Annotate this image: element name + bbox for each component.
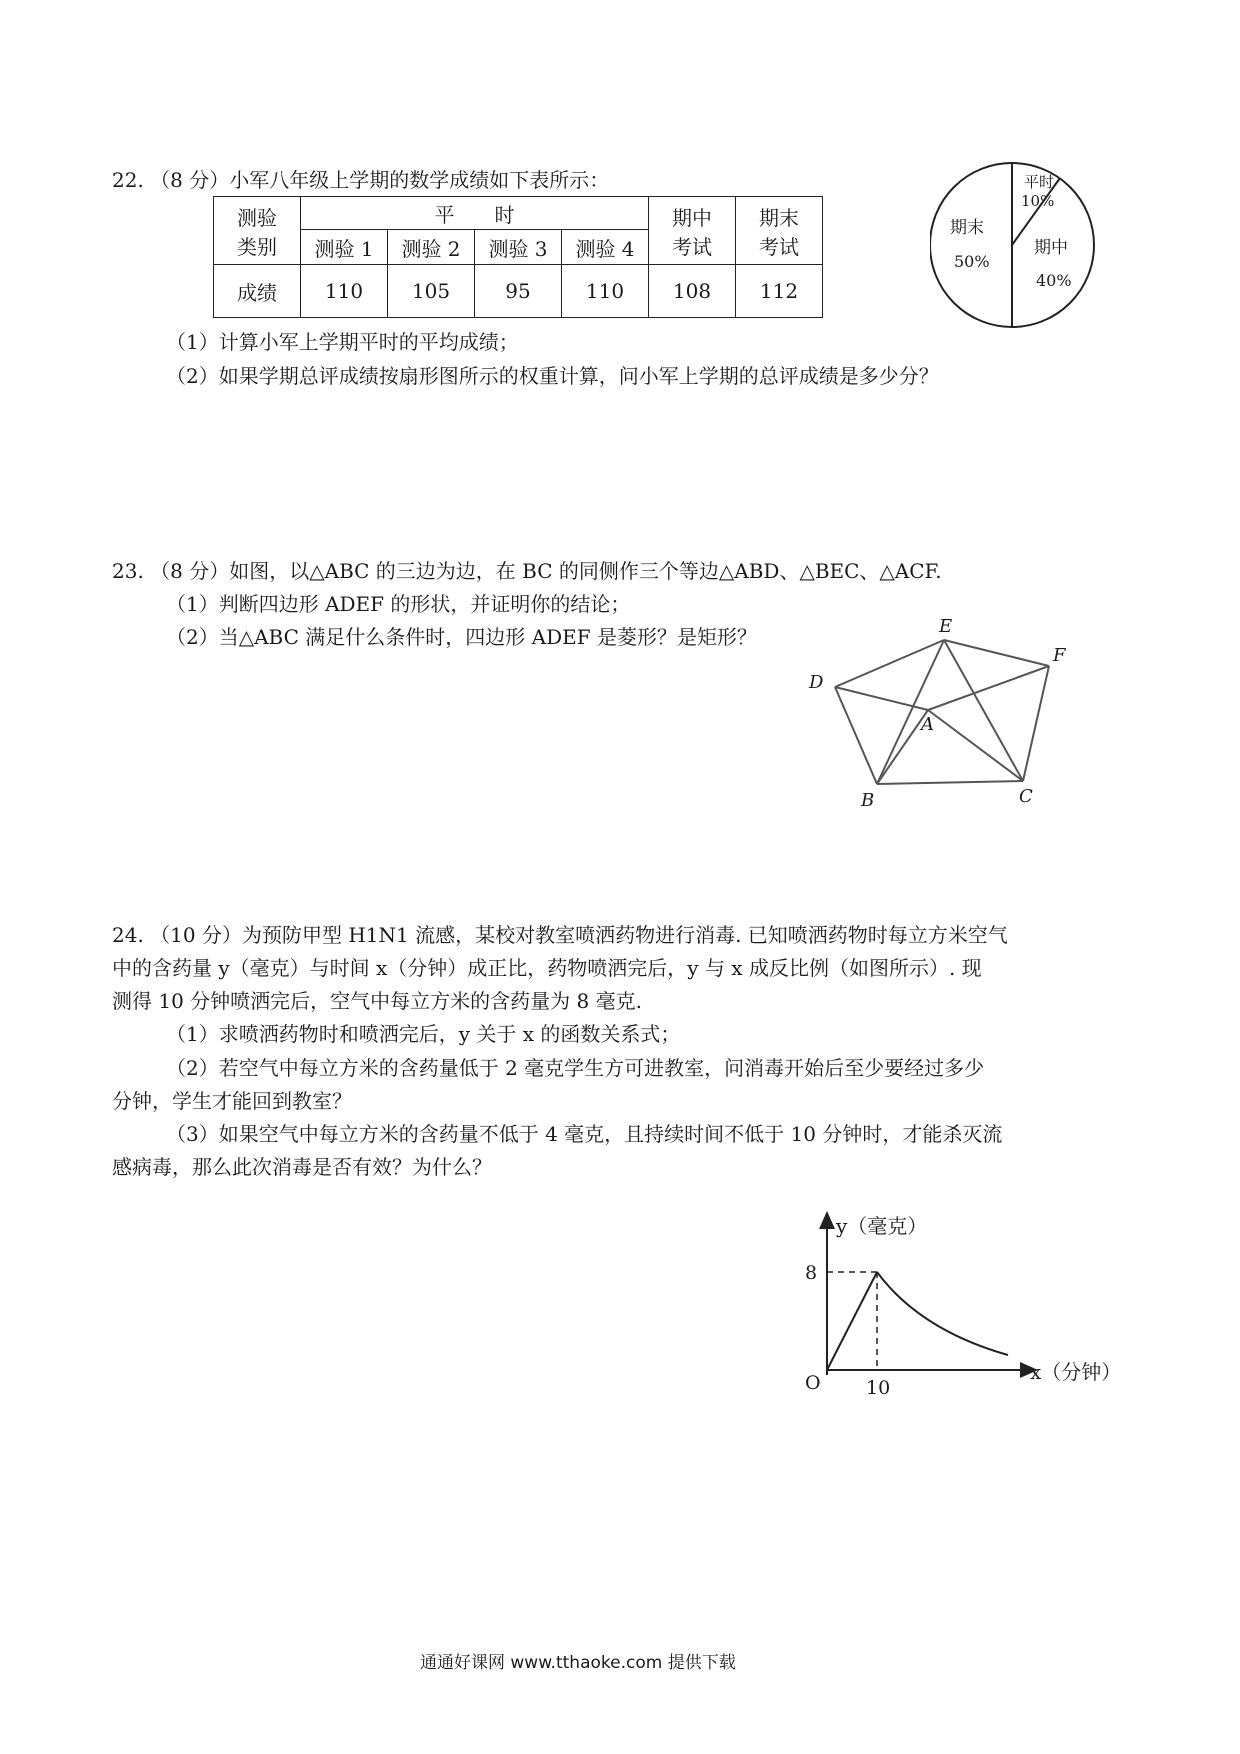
label-B: B — [861, 790, 875, 811]
header-test-1: 测验 1 — [301, 230, 388, 265]
q23-stem: 23. （8 分）如图，以△ABC 的三边为边，在 BC 的同侧作三个等边△ABD、△BEC、△ACF. — [112, 559, 942, 583]
row-label-score: 成绩 — [214, 265, 301, 318]
score-test-4: 110 — [562, 265, 649, 318]
curve-inverse — [877, 1272, 1008, 1355]
q24-sub2-b: 分钟，学生才能回到教室？ — [112, 1089, 352, 1113]
header-final: 期末 考试 — [736, 197, 823, 265]
q24-line-2: 中的含药量 y（毫克）与时间 x（分钟）成正比，药物喷洒完后，y 与 x 成反比例（如图所示）. 现 — [112, 956, 982, 980]
y-tick-8: 8 — [805, 1262, 818, 1284]
q22-sub1: （1）计算小军上学期平时的平均成绩； — [166, 330, 519, 354]
weight-pie-chart — [930, 160, 1100, 340]
curve-linear — [827, 1272, 877, 1370]
header-midterm: 期中 考试 — [649, 197, 736, 265]
q24-sub2-a: （2）若空气中每立方米的含药量低于 2 毫克学生方可进教室，问消毒开始后至少要经过多少 — [166, 1056, 985, 1080]
pie-label-final: 期末 — [950, 218, 984, 238]
q24-sub1: （1）求喷洒药物时和喷洒完后，y 关于 x 的函数关系式； — [166, 1022, 681, 1046]
q22-sub2: （2）如果学期总评成绩按扇形图所示的权重计算，问小军上学期的总评成绩是多少分？ — [166, 364, 939, 388]
header-test-2: 测验 2 — [388, 230, 475, 265]
x-axis-label: x（分钟） — [1030, 1360, 1122, 1384]
pie-label-regular-pct: 10% — [1021, 192, 1055, 210]
header-test-3: 测验 3 — [475, 230, 562, 265]
pie-label-regular: 平时 — [1024, 173, 1055, 191]
header-test-4: 测验 4 — [562, 230, 649, 265]
pie-label-midterm-pct: 40% — [1036, 271, 1072, 290]
label-A: A — [921, 714, 934, 735]
triangle-figure — [795, 618, 1085, 818]
q24-line-1: 24. （10 分）为预防甲型 H1N1 流感，某校对教室喷洒药物进行消毒. 已知喷洒药物时每立方米空气 — [112, 923, 1008, 947]
header-type: 测验 类别 — [214, 197, 301, 265]
header-regular: 平 时 — [301, 197, 649, 230]
dose-time-graph — [790, 1205, 1130, 1405]
q22-stem: 22. （8 分）小军八年级上学期的数学成绩如下表所示： — [112, 168, 610, 192]
label-E: E — [939, 618, 953, 637]
q24-line-3: 测得 10 分钟喷洒完后，空气中每立方米的含药量为 8 毫克. — [112, 989, 642, 1013]
pie-label-final-pct: 50% — [954, 252, 990, 271]
score-test-2: 105 — [388, 265, 475, 318]
label-D: D — [809, 672, 824, 693]
label-F: F — [1053, 645, 1066, 666]
score-test-1: 110 — [301, 265, 388, 318]
score-final: 112 — [736, 265, 823, 318]
origin-label: O — [805, 1372, 821, 1394]
q24-sub3-a: （3）如果空气中每立方米的含药量不低于 4 毫克，且持续时间不低于 10 分钟时，才能杀灭流 — [166, 1122, 1003, 1146]
pie-label-midterm: 期中 — [1034, 238, 1068, 258]
x-tick-10: 10 — [866, 1377, 891, 1399]
label-C: C — [1019, 786, 1033, 807]
q23-sub2: （2）当△ABC 满足什么条件时，四边形 ADEF 是菱形？是矩形？ — [166, 625, 757, 649]
y-axis-label: y（毫克） — [836, 1214, 928, 1238]
score-table — [213, 196, 823, 318]
page-footer: 通通好课网 www.tthaoke.com 提供下载 — [420, 1653, 736, 1673]
score-midterm: 108 — [649, 265, 736, 318]
score-test-3: 95 — [475, 265, 562, 318]
q24-sub3-b: 感病毒，那么此次消毒是否有效？为什么？ — [112, 1155, 492, 1179]
q23-sub1: （1）判断四边形 ADEF 的形状，并证明你的结论； — [166, 592, 631, 616]
